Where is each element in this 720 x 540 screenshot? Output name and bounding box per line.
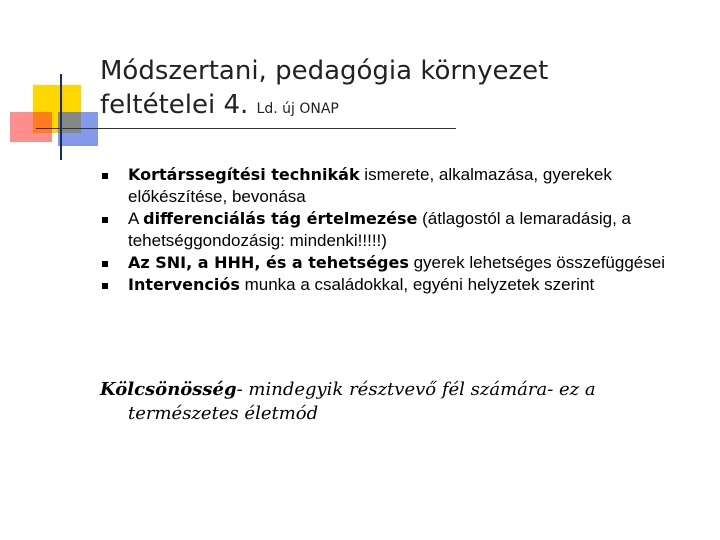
bullet-item [100,164,700,208]
bullet-text: munka a családokkal, egyéni helyzetek szerint [239,275,595,294]
decor-blue-square [58,112,98,146]
bullet-item [100,274,700,296]
bullet-icon [102,261,108,267]
bullet-icon [102,173,108,179]
bullet-list [100,164,700,296]
bullet-text: gyerek lehetséges összefüggései [408,253,665,272]
note-text-line2: természetes életmód [128,403,319,424]
bullet-item [100,252,700,274]
bullet-bold-text: Az SNI, a HHH, és a tehetséges [128,253,409,272]
slide-title [100,54,700,126]
bullet-icon [102,283,108,289]
bullet-bold-text: Kortárssegítési technikák [128,165,360,184]
title-line2: feltételei 4. [100,90,249,120]
bullet-icon [102,217,108,223]
note-bold-text: Kölcsönösség [100,379,237,400]
bullet-text: ismerete, alkalmazása, gyerekek előkészítése, bevonása [128,165,612,206]
bullet-bold-text: Intervenciós [128,275,240,294]
bullet-prefix: A [128,209,144,228]
decor-horizontal-line [36,128,456,129]
closing-note [100,378,620,426]
bullet-item [100,208,700,252]
decor-vertical-line [60,74,62,160]
bullet-bold-text: differenciálás tág értelmezése [143,209,418,228]
title-subtitle: Ld. új ONAP [256,101,339,117]
decor-red-square [10,112,52,142]
note-text: - mindegyik résztvevő fél számára- ez a [236,379,596,400]
title-line1: Módszertani, pedagógia környezet [100,56,549,86]
bullet-text: (átlagostól a lemaradásig, a tehetséggondozásig: mindenki!!!!!) [128,209,631,250]
